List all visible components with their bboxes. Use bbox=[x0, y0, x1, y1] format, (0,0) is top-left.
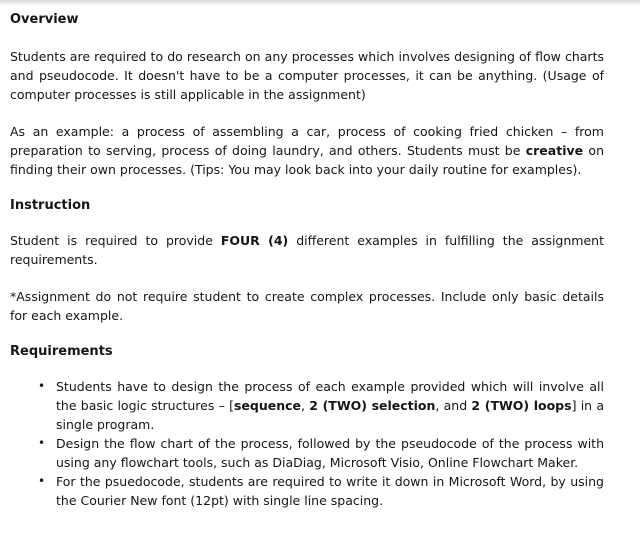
instruction-paragraph-1-text-end: different examples in fulfilling the assignment requirements. bbox=[10, 233, 604, 267]
requirement-1-text-end: ] in a single program. bbox=[56, 398, 605, 432]
instruction-heading: Instruction bbox=[10, 198, 91, 213]
requirement-3-text: For the psuedocode, students are required to write it down in Microsoft Word, by using the Courier New font (12pt) with single line spacing. bbox=[56, 474, 604, 508]
assignment-document bbox=[10, 10, 604, 510]
list-item bbox=[38, 434, 604, 472]
list-item bbox=[38, 472, 604, 510]
bullet-icon: • bbox=[38, 379, 46, 393]
sequence-emphasis: sequence bbox=[233, 398, 302, 413]
instruction-paragraph-2: *Assignment do not require student to create complex processes. Include only basic details for each example. bbox=[10, 289, 604, 323]
list-item bbox=[38, 377, 604, 434]
instruction-paragraph-1-text: Student is required to provide bbox=[10, 233, 221, 248]
overview-paragraph-1: Students are required to do research on any processes which involves designing of flow charts and pseudocode. It doesn't have to be a computer processes, it can be anything. (Usage of computer processes is still applicable in the assignment) bbox=[10, 49, 604, 102]
instruction-paragraph-1 bbox=[10, 231, 604, 269]
requirement-1-separator: , bbox=[301, 398, 310, 413]
selection-emphasis: 2 (TWO) selection bbox=[309, 398, 436, 413]
loops-emphasis: 2 (TWO) loops bbox=[471, 398, 572, 413]
bullet-icon: • bbox=[38, 474, 46, 488]
four-examples-emphasis: FOUR (4) bbox=[220, 233, 289, 248]
requirement-2-text: Design the flow chart of the process, followed by the pseudocode of the process with using any flowchart tools, such as DiaDiag, Microsoft Visio, Online Flowchart Maker. bbox=[56, 436, 604, 470]
overview-paragraph-2 bbox=[10, 122, 604, 179]
bullet-icon: • bbox=[38, 436, 46, 450]
top-edge-shadow bbox=[0, 0, 640, 6]
requirement-1-text: Students have to design the process of each example provided which will involve all the basic logic structures – [ bbox=[56, 379, 604, 413]
creative-emphasis: creative bbox=[525, 143, 584, 158]
overview-heading: Overview bbox=[10, 12, 79, 27]
requirements-list bbox=[10, 377, 604, 510]
overview-paragraph-2-text-end: on finding their own processes. (Tips: You may look back into your daily routine for examples). bbox=[10, 143, 604, 177]
requirement-1-and: , and bbox=[435, 398, 472, 413]
overview-paragraph-2-text: As an example: a process of assembling a car, process of cooking fried chicken – from preparation to serving, process of doing laundry, and others. Students must be bbox=[10, 124, 604, 158]
requirements-heading: Requirements bbox=[10, 344, 113, 359]
